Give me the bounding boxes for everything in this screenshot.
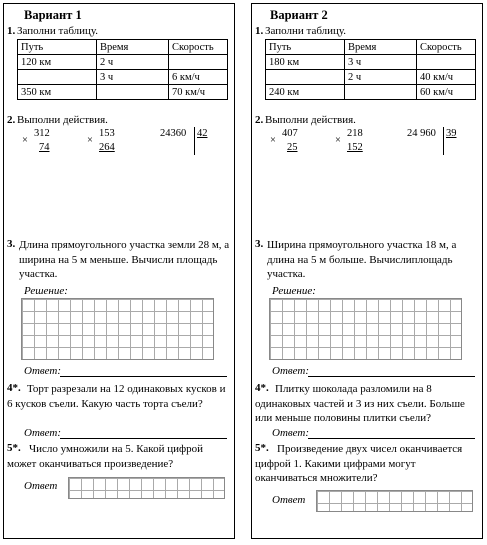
table-cell[interactable]: 60 км/ч: [417, 85, 476, 100]
variant-title: Вариант 1: [24, 8, 82, 22]
table-row: [266, 40, 476, 55]
table-row: [18, 85, 228, 100]
divisor: 39: [446, 128, 457, 139]
table-cell[interactable]: 70 км/ч: [169, 85, 228, 100]
table-header: Скорость: [169, 40, 228, 55]
table-cell[interactable]: [266, 70, 345, 85]
table-header: Путь: [266, 40, 345, 55]
task-text: Произведение двух чисел оканчивается цифрой 1. Какими цифрами могут оканчиваться множители?: [255, 443, 463, 484]
table-cell[interactable]: 240 км: [266, 85, 345, 100]
task-number: 5*.: [255, 442, 269, 454]
task-number: 4*.: [7, 382, 21, 394]
speed-table: [17, 39, 228, 100]
task-number: 4*.: [255, 382, 269, 394]
table-header: Время: [97, 40, 169, 55]
multiplicand: 312: [34, 128, 50, 139]
answer-label: Ответ:: [272, 365, 310, 377]
table-cell[interactable]: [169, 55, 228, 70]
task-number: 2.: [255, 114, 264, 126]
table-cell[interactable]: 2 ч: [345, 70, 417, 85]
table-cell[interactable]: 2 ч: [97, 55, 169, 70]
answer-label: Ответ: [24, 480, 58, 492]
multiplier: 152: [347, 142, 363, 153]
multiplier: 264: [99, 142, 115, 153]
multiply-sign: ×: [87, 135, 93, 146]
solution-label: Решение:: [272, 285, 316, 297]
table-cell[interactable]: 3 ч: [97, 70, 169, 85]
task-number: 2.: [7, 114, 16, 126]
table-cell[interactable]: [345, 85, 417, 100]
answer-line[interactable]: [60, 438, 227, 439]
answer-label: Ответ:: [24, 365, 62, 377]
task-text: Выполни действия.: [17, 114, 108, 126]
table-header: Путь: [18, 40, 97, 55]
answer-grid[interactable]: [316, 490, 473, 512]
task-text: Число умножили на 5. Какой цифрой может оканчиваться произведение?: [7, 443, 204, 470]
table-cell[interactable]: 350 км: [18, 85, 97, 100]
answer-grid[interactable]: [68, 477, 225, 499]
table-row: [18, 40, 228, 55]
answer-label: Ответ: [272, 494, 306, 506]
task-text: Длина прямоугольного участка земли 28 м, а ширина на 5 м меньше. Вычисли площадь участка.: [19, 239, 230, 280]
table-header: Скорость: [417, 40, 476, 55]
variant-1-panel: [3, 3, 235, 539]
answer-line[interactable]: [308, 438, 475, 439]
task-text: Торт разрезали на 12 одинаковых кусков и 6 кусков съели. Какую часть торта съели?: [7, 383, 226, 410]
table-cell[interactable]: 6 км/ч: [169, 70, 228, 85]
task-number: 5*.: [7, 442, 21, 454]
multiply-sign: ×: [270, 135, 276, 146]
task-number: 1.: [255, 25, 264, 37]
table-row: [266, 70, 476, 85]
multiplier: 74: [39, 142, 50, 153]
table-row: [18, 55, 228, 70]
table-cell[interactable]: 3 ч: [345, 55, 417, 70]
task-text: Заполни таблицу.: [17, 25, 99, 37]
solution-label: Решение:: [24, 285, 68, 297]
answer-line[interactable]: [308, 376, 475, 377]
table-row: [266, 85, 476, 100]
task-number: 3.: [7, 238, 16, 250]
task-text: Плитку шоколада разломили на 8 одинаковых частей и 3 из них съели. Больше или меньше половины плитки съели?: [255, 383, 465, 424]
table-row: [18, 70, 228, 85]
task-text: Выполни действия.: [265, 114, 356, 126]
variant-2-panel: [251, 3, 483, 539]
division-bar: [443, 127, 444, 155]
answer-label: Ответ:: [24, 427, 62, 439]
table-row: [266, 55, 476, 70]
table-cell[interactable]: 120 км: [18, 55, 97, 70]
multiplier: 25: [287, 142, 298, 153]
divisor: 42: [197, 128, 208, 139]
task-number: 3.: [255, 238, 264, 250]
table-cell[interactable]: 180 км: [266, 55, 345, 70]
table-cell[interactable]: [18, 70, 97, 85]
multiplicand: 218: [347, 128, 363, 139]
solution-grid[interactable]: [269, 298, 462, 360]
solution-grid[interactable]: [21, 298, 214, 360]
task-text: Ширина прямоугольного участка 18 м, а длина на 5 м больше. Вычислиплощадь участка.: [267, 239, 457, 280]
multiplicand: 407: [282, 128, 298, 139]
answer-label: Ответ:: [272, 427, 310, 439]
multiplicand: 153: [99, 128, 115, 139]
task-number: 1.: [7, 25, 16, 37]
task-text: Заполни таблицу.: [265, 25, 347, 37]
table-cell[interactable]: [97, 85, 169, 100]
answer-line[interactable]: [60, 376, 227, 377]
table-cell[interactable]: 40 км/ч: [417, 70, 476, 85]
dividend: 24360: [160, 128, 187, 139]
dividend: 24 960: [407, 128, 436, 139]
variant-title: Вариант 2: [270, 8, 328, 22]
multiply-sign: ×: [335, 135, 341, 146]
table-cell[interactable]: [417, 55, 476, 70]
multiply-sign: ×: [22, 135, 28, 146]
division-bar: [194, 127, 195, 155]
speed-table: [265, 39, 476, 100]
table-header: Время: [345, 40, 417, 55]
